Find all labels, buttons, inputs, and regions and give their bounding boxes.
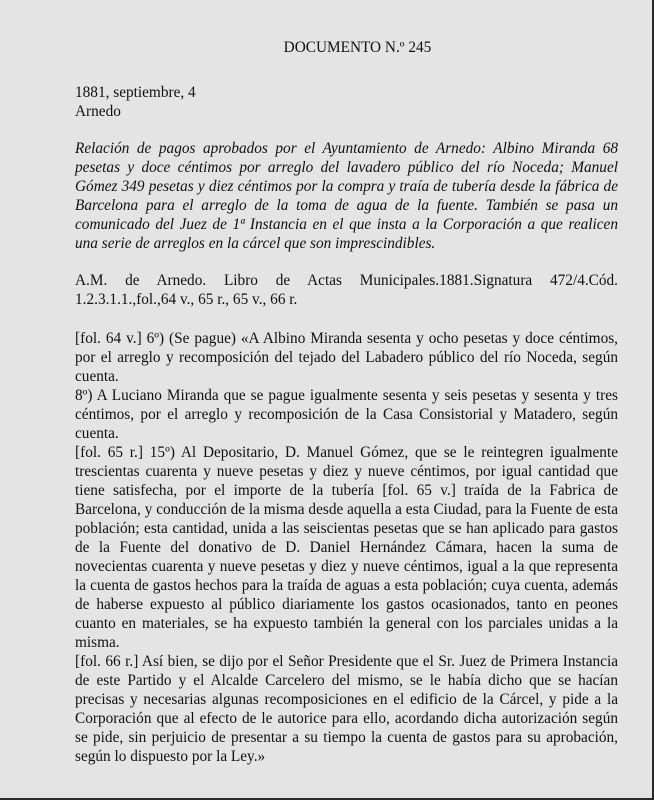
document-title: DOCUMENTO N.º 245 [283,39,432,56]
transcription-body [75,329,618,766]
paragraph-fol-64v: [fol. 64 v.] 6º) (Se pague) «A Albino Miranda sesenta y ocho pesetas y doce céntimos, por el arreglo y recomposición del tejado del Labadero público del río Noceda, según cuenta. [75,330,618,385]
archival-source: A.M. de Arnedo. Libro de Actas Municipales.1881.Signatura 472/4.Cód. 1.2.3.1.1.,fol.,64 v., 65 r., 65 v., 66 r. [75,272,618,308]
document-date: 1881, septiembre, 4 [75,84,196,101]
paragraph-item-8: 8º) A Luciano Miranda que se pague igualmente sesenta y seis pesetas y sesenta y tres céntimos, por el arreglo y recomposición de la Casa Consistorial y Matadero, según cuenta. [75,387,618,442]
document-place: Arnedo [75,103,121,120]
document-summary: Relación de pagos aprobados por el Ayuntamiento de Arnedo: Albino Miranda 68 pesetas y doce céntimos por arreglo del lavadero público del río Noceda; Manuel Gómez 349 pesetas y diez céntimos por la compra y traía de tubería desde la fábrica de Barcelona para el arreglo de la toma de agua de la fuente. También se pasa un comunicado del Juez de 1ª Instancia en el que insta a la Corporación a que realicen una serie de arreglos en la cárcel que son imprescindibles. [75,140,618,252]
paragraph-fol-66r: [fol. 66 r.] Así bien, se dijo por el Señor Presidente que el Sr. Juez de Primera Instancia de este Partido y el Alcalde Carcelero del mismo, se le había dicho que se hacían precisas y necesarias algunas recomposiciones en el edificio de la Cárcel, y pide a la Corporación que al efecto de le autorice para ello, acordando dicha autorización según se pide, sin perjuicio de presentar a su tiempo la cuenta de gastos para su aprobación, según lo dispuesto por la Ley.» [75,653,618,765]
paragraph-fol-65r: [fol. 65 r.] 15º) Al Depositario, D. Manuel Gómez, que se le reintegren igualmente trescientas cuarenta y nueve pesetas y diez y nueve céntimos, por igual cantidad que tiene satisfecha, por el importe de la tubería [fol. 65 v.] traída de la Fabrica de Barcelona, y conducción de la misma desde aquella a esta Ciudad, para la Fuente de esta población; esta cantidad, unida a las seiscientas pesetas que se han aplicado para gastos de la Fuente del donativo de D. Daniel Hernández Cámara, hacen la suma de novecientas cuarenta y nueve pesetas y diez y nueve céntimos, igual a la que representa la cuenta de gastos hechos para la traída de aguas a esta población; cuya cuenta, además de haberse expuesto al público diariamente los gastos ocasionados, tanto en peones cuanto en materiales, se ha expuesto también la general con los parciales unidas a la misma. [75,444,618,651]
